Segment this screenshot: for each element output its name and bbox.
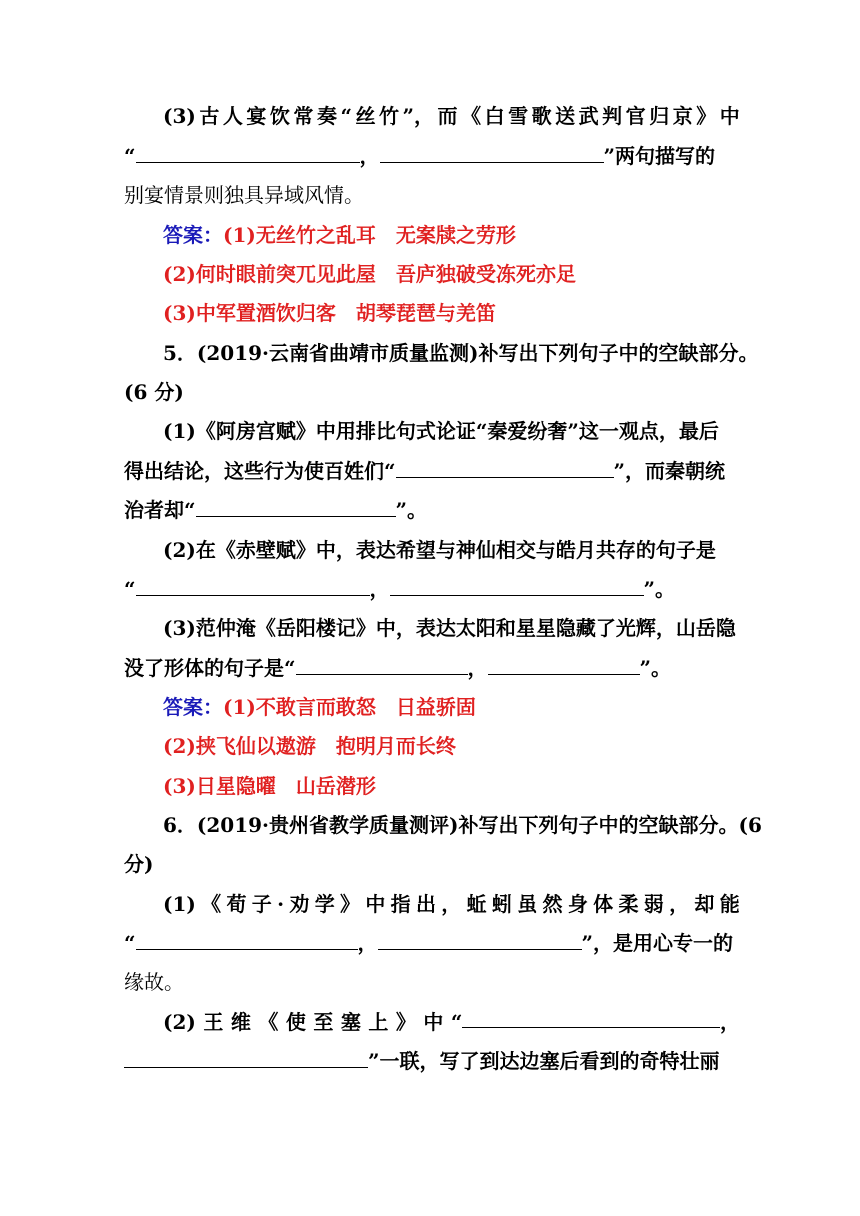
q5-item1-line3: 治者却“ ”。 bbox=[124, 498, 428, 522]
text-token: “ bbox=[450, 1010, 463, 1034]
q5-item3-line2: 没了形体的句子是“ ， ”。 bbox=[124, 656, 672, 680]
q5-item2-line2: “ ， ”。 bbox=[124, 577, 676, 601]
text-token: 丝 bbox=[355, 104, 376, 128]
text-token: 》 bbox=[340, 892, 360, 916]
text-token: 古 bbox=[199, 104, 220, 128]
text-token: (3) bbox=[163, 104, 196, 128]
text-token: 《 bbox=[201, 892, 222, 916]
answer-blank[interactable] bbox=[378, 929, 582, 950]
text-token: 饮 bbox=[269, 104, 290, 128]
text-token: 蚓 bbox=[491, 892, 512, 916]
text-token: 《 bbox=[461, 104, 482, 128]
q5-item3-line1: (3)范仲淹《岳阳楼记》中，表达太阳和星星隐藏了光辉，山岳隐 bbox=[163, 616, 736, 640]
q4-item3-line1 bbox=[163, 101, 740, 131]
question-source: (2019·云南省曲靖市质量监测) bbox=[196, 341, 479, 365]
q5-item1-line2: 得出结论，这些行为使百姓们“ ”，而秦朝统 bbox=[124, 459, 726, 483]
text-token: 体 bbox=[593, 892, 614, 916]
text-token: 白 bbox=[484, 104, 505, 128]
text-token: 出 bbox=[415, 892, 436, 916]
text-token: 判 bbox=[602, 104, 623, 128]
answer4-line3: (3)中军置酒饮归客 胡琴琵琶与羌笛 bbox=[163, 301, 496, 325]
text-token: 身 bbox=[567, 892, 588, 916]
q4-item3-line3: 别宴情景则独具异域风情。 bbox=[124, 183, 364, 207]
q5-item2-line1: (2)在《赤壁赋》中，表达希望与神仙相交与皓月共存的句子是 bbox=[163, 538, 716, 562]
answer5-line3: (3)日星隐曜 山岳潜形 bbox=[163, 774, 376, 798]
question-source: (2019·贵州省教学质量测评) bbox=[196, 813, 459, 837]
q6-item1-line3: 缘故。 bbox=[124, 970, 184, 994]
text-token: 歌 bbox=[531, 104, 552, 128]
text-token: (2) bbox=[163, 1010, 196, 1034]
text-token: 至 bbox=[313, 1010, 334, 1034]
text-token: 蚯 bbox=[466, 892, 487, 916]
q4-item3-line2: “ ， ”两句描写的 bbox=[124, 144, 716, 168]
answer-blank[interactable] bbox=[124, 1047, 368, 1068]
text-token: 常 bbox=[293, 104, 314, 128]
answer-blank[interactable] bbox=[396, 457, 614, 478]
text-token: 中 bbox=[719, 104, 740, 128]
q6-points: 分) bbox=[124, 852, 154, 876]
text-token: 奏 bbox=[316, 104, 337, 128]
text-token: 而 bbox=[437, 104, 458, 128]
text-token: 人 bbox=[222, 104, 243, 128]
answer-blank[interactable] bbox=[380, 142, 604, 163]
answer5-line2: (2)挟飞仙以遨游 抱明月而长终 bbox=[163, 734, 456, 758]
answer-blank[interactable] bbox=[390, 575, 644, 596]
answer-blank[interactable] bbox=[136, 575, 370, 596]
text-token: “ bbox=[340, 104, 352, 128]
q5-item1-line1: (1)《阿房宫赋》中用排比句式论证“秦爱纷奢”这一观点，最后 bbox=[163, 419, 719, 443]
text-token: (1) bbox=[163, 892, 196, 916]
q6-item2-line1: (2) 王 维 《 使 至 塞 上 》 中 “ ， bbox=[163, 1007, 740, 1037]
text-token: 武 bbox=[578, 104, 599, 128]
text-token: 中 bbox=[365, 892, 386, 916]
q6-header: 6．(2019·贵州省教学质量测评)补写出下列句子中的空缺部分。(6 bbox=[163, 813, 762, 837]
text-token: ， bbox=[441, 892, 462, 916]
text-token: 》 bbox=[395, 1010, 416, 1034]
text-token: 雪 bbox=[508, 104, 529, 128]
q5-points: (6 分) bbox=[124, 380, 184, 404]
answer-label: 答案： bbox=[163, 695, 223, 719]
text-token: 维 bbox=[230, 1010, 251, 1034]
text-token: 塞 bbox=[340, 1010, 361, 1034]
q5-header: 5．(2019·云南省曲靖市质量监测)补写出下列句子中的空缺部分。 bbox=[163, 341, 759, 365]
text-token: 虽 bbox=[517, 892, 538, 916]
text-token: 子 bbox=[251, 892, 272, 916]
text-token: 归 bbox=[649, 104, 670, 128]
answer5-line1: 答案：(1)不敢言而敢怒 日益骄固 bbox=[163, 695, 476, 719]
text-token: 上 bbox=[368, 1010, 389, 1034]
answer-blank[interactable] bbox=[136, 929, 358, 950]
answer-blank[interactable] bbox=[296, 654, 468, 675]
text-token: 然 bbox=[542, 892, 563, 916]
text-token: 劝 bbox=[289, 892, 310, 916]
text-token: 竹 bbox=[379, 104, 399, 128]
text-token: · bbox=[277, 892, 285, 916]
answer-label: 答案： bbox=[163, 223, 223, 247]
text-token: 京 bbox=[672, 104, 693, 128]
text-token: ， bbox=[669, 892, 690, 916]
text-token: 官 bbox=[625, 104, 646, 128]
question-number: 6． bbox=[163, 813, 197, 837]
text-token: 送 bbox=[555, 104, 576, 128]
answer-blank[interactable] bbox=[488, 654, 640, 675]
text-token: ”， bbox=[402, 104, 435, 128]
q6-item1-line1 bbox=[163, 889, 740, 919]
question-number: 5． bbox=[163, 341, 197, 365]
answer-blank[interactable] bbox=[196, 496, 396, 517]
text-token: 指 bbox=[390, 892, 411, 916]
answer4-line2: (2)何时眼前突兀见此屋 吾庐独破受冻死亦足 bbox=[163, 262, 576, 286]
text-token: 《 bbox=[258, 1010, 279, 1034]
text-token: 柔 bbox=[618, 892, 639, 916]
text-token: 宴 bbox=[246, 104, 267, 128]
text-token: 却 bbox=[694, 892, 715, 916]
text-token: 王 bbox=[203, 1010, 224, 1034]
answer-blank[interactable] bbox=[136, 142, 360, 163]
text-token: 》 bbox=[696, 104, 717, 128]
text-token: 学 bbox=[314, 892, 335, 916]
q6-item1-line2: “ ， ”，是用心专一的 bbox=[124, 931, 734, 955]
text-token: 荀 bbox=[226, 892, 247, 916]
q6-item2-line2: ”一联，写了到达边塞后看到的奇特壮丽 bbox=[124, 1046, 740, 1076]
text-token: 使 bbox=[285, 1010, 306, 1034]
answer-blank[interactable] bbox=[462, 1007, 720, 1028]
text-token: 中 bbox=[423, 1010, 444, 1034]
text-token: 能 bbox=[719, 892, 740, 916]
answer4-line1: 答案：(1)无丝竹之乱耳 无案牍之劳形 bbox=[163, 223, 516, 247]
text-token: 弱 bbox=[643, 892, 664, 916]
